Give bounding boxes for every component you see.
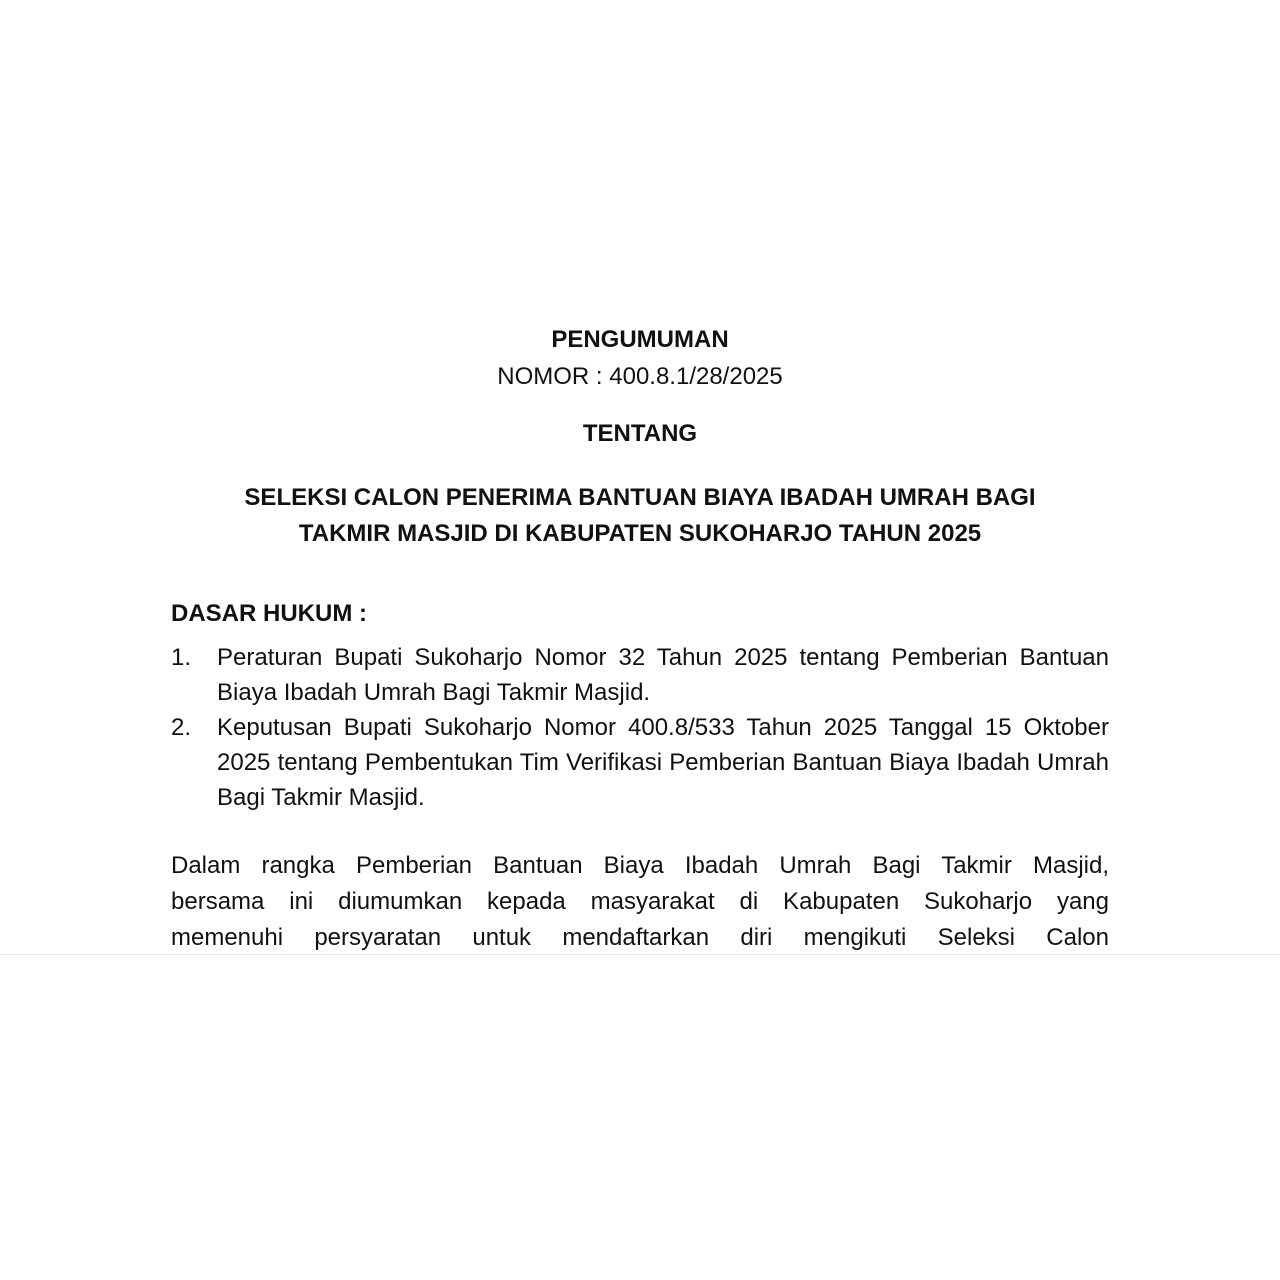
legal-basis-text: Keputusan Bupati Sukoharjo Nomor 400.8/533 Tahun 2025 Tanggal 15 Oktober 2025 tentang Pembentukan Tim Verifikasi Pemberian Bantuan Biaya Ibadah Umrah Bagi Takmir Masjid.	[217, 714, 1109, 811]
document-number: NOMOR : 400.8.1/28/2025	[497, 363, 783, 390]
legal-basis-number: 1.	[171, 644, 192, 671]
legal-basis-item	[171, 640, 1109, 710]
paragraph-line: Dalam rangka Pemberian Bantuan Biaya Ibadah Umrah Bagi Takmir Masjid,	[171, 852, 1109, 879]
announcement-paragraph	[171, 848, 1109, 955]
legal-basis-number: 2.	[171, 714, 192, 741]
subject-line-1: SELEKSI CALON PENERIMA BANTUAN BIAYA IBADAH UMRAH BAGI	[244, 484, 1036, 511]
legal-basis-list	[171, 640, 1109, 815]
document-subject	[0, 480, 1280, 552]
document-title: PENGUMUMAN	[551, 326, 729, 353]
legal-basis-item	[171, 710, 1109, 815]
subject-line-2: TAKMIR MASJID DI KABUPATEN SUKOHARJO TAHUN 2025	[298, 520, 982, 547]
about-label: TENTANG	[582, 420, 698, 447]
legal-basis-heading: DASAR HUKUM :	[171, 600, 367, 627]
legal-basis-text: Peraturan Bupati Sukoharjo Nomor 32 Tahun 2025 tentang Pemberian Bantuan Biaya Ibadah Umrah Bagi Takmir Masjid.	[217, 644, 1109, 706]
paragraph-line: memenuhi persyaratan untuk mendaftarkan diri mengikuti Seleksi Calon	[171, 924, 1109, 951]
paragraph-line: bersama ini diumumkan kepada masyarakat di Kabupaten Sukoharjo yang	[171, 888, 1109, 915]
